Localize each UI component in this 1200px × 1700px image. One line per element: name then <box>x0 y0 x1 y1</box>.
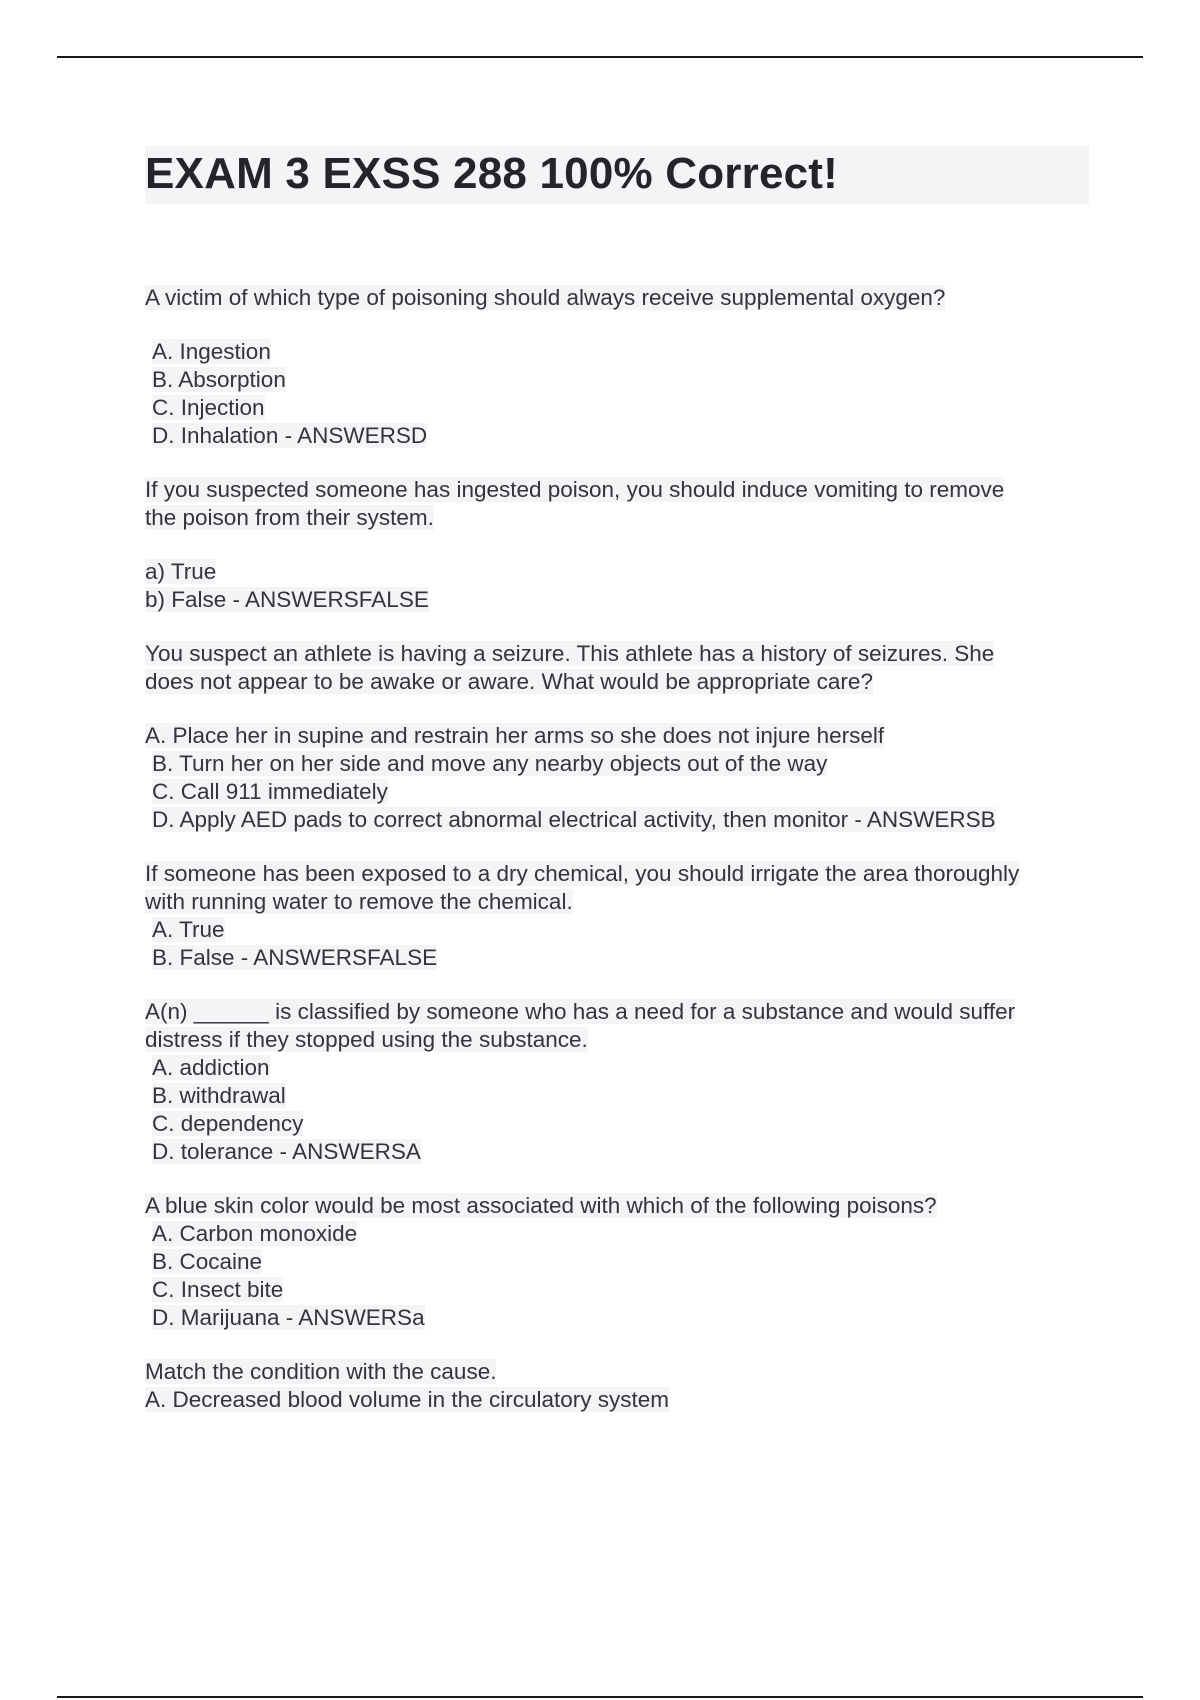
question-7 <box>145 1358 1089 1414</box>
option-a: A. Place her in supine and restrain her arms so she does not injure herself <box>145 723 885 748</box>
question-4 <box>145 860 1089 972</box>
question-text: distress if they stopped using the substance. <box>145 1027 588 1052</box>
option-d: D. Apply AED pads to correct abnormal electrical activity, then monitor - ANSWERSB <box>152 807 996 832</box>
question-text: A victim of which type of poisoning should always receive supplemental oxygen? <box>145 285 946 310</box>
option-a: A. Ingestion <box>152 339 271 364</box>
document-title: EXAM 3 EXSS 288 100% Correct! <box>145 149 838 198</box>
option-b: B. False - ANSWERSFALSE <box>152 945 438 970</box>
top-rule <box>57 56 1143 58</box>
option-a: A. addiction <box>152 1055 270 1080</box>
bottom-rule <box>57 1696 1143 1698</box>
question-5 <box>145 998 1089 1166</box>
option-b: b) False - ANSWERSFALSE <box>145 587 429 612</box>
option-a: A. True <box>152 917 225 942</box>
question-text: A(n) ______ is classified by someone who has a need for a substance and would suffer <box>145 999 1016 1024</box>
question-text: You suspect an athlete is having a seizure. This athlete has a history of seizures. She <box>145 641 995 666</box>
question-text: If someone has been exposed to a dry chemical, you should irrigate the area thoroughly <box>145 861 1020 886</box>
question-3 <box>145 640 1089 834</box>
document-page <box>145 146 1089 1440</box>
question-text: the poison from their system. <box>145 505 434 530</box>
option-b: B. Absorption <box>152 367 286 392</box>
question-text: A blue skin color would be most associated with which of the following poisons? <box>145 1193 937 1218</box>
question-list <box>145 284 1089 1414</box>
question-1 <box>145 284 1089 450</box>
option-a: A. Carbon monoxide <box>152 1221 358 1246</box>
option-c: C. dependency <box>152 1111 304 1136</box>
option-c: C. Insect bite <box>152 1277 284 1302</box>
option-b: B. Turn her on her side and move any nearby objects out of the way <box>152 751 828 776</box>
question-text: Match the condition with the cause. <box>145 1359 497 1384</box>
option-d: D. Inhalation - ANSWERSD <box>152 423 428 448</box>
option-d: D. tolerance - ANSWERSA <box>152 1139 421 1164</box>
question-text: with running water to remove the chemical. <box>145 889 573 914</box>
question-text: does not appear to be awake or aware. What would be appropriate care? <box>145 669 873 694</box>
option-c: C. Injection <box>152 395 265 420</box>
question-2 <box>145 476 1089 614</box>
title-block <box>145 146 1089 204</box>
question-text: If you suspected someone has ingested poison, you should induce vomiting to remove <box>145 477 1005 502</box>
option-c: C. Call 911 immediately <box>152 779 388 804</box>
option-b: B. withdrawal <box>152 1083 286 1108</box>
option-a: a) True <box>145 559 217 584</box>
option-d: D. Marijuana - ANSWERSa <box>152 1305 425 1330</box>
option-a: A. Decreased blood volume in the circulatory system <box>145 1387 669 1412</box>
question-6 <box>145 1192 1089 1332</box>
option-b: B. Cocaine <box>152 1249 263 1274</box>
